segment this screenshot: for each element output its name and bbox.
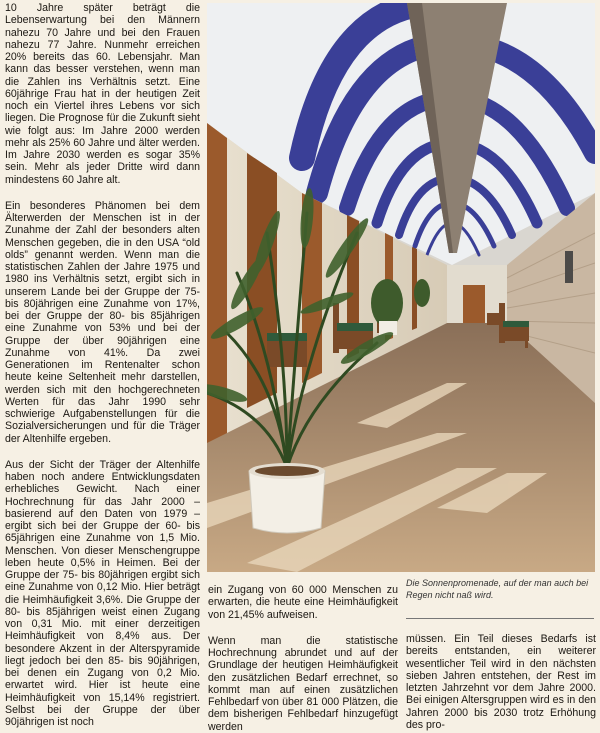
caption-divider bbox=[406, 618, 594, 619]
text-column-middle bbox=[208, 584, 398, 733]
paragraph-bedarf: müssen. Ein Teil dieses Bedarfs ist bereits entstanden, ein weiterer wesentlicher Teil wird in den nächsten sieben Jahren entstehen, der Rest im letzten Jahrzehnt vor dem Jahre 2000. Bei einigen Altersgruppen wird es in den Jahren 2000 bis 2030 trotz Erhöhung des pro- bbox=[406, 633, 596, 731]
paragraph-hochrechnung: Wenn man die statistische Hochrechnung abrundet und auf der Grundlage der heutigen Heimhäufigkeit den zusätzlichen Bedarf errechnet, so kommt man auf einen zusätzlichen Fehlbedarf von über 81 000 Plätzen, die dem bisherigen Fehlbedarf hinzugefügt werden bbox=[208, 634, 398, 733]
text-column-left bbox=[5, 2, 200, 728]
paragraph-life-expectancy: 10 Jahre später beträgt die Lebenserwartung bei den Männern nahezu 70 Jahre und bei den Frauen nahezu 77 Jahre. Nunmehr erreichen 20% bereits das 60. Lebensjahr. Man kann das besser verstehen, wenn man die Zahlen ins Verhältnis setzt. Eine 60jährige Frau hat in der heutigen Zeit noch ein Viertel ihres Lebens vor sich liegen. Die Prognose für die Zukunft sieht wie folgt aus: Im Jahre 2000 werden mehr als 25% 60 Jahre und älter werden. Im Jahre 2030 werden es sogar 35% sein. Mehr als jeder Dritte wird dann mindestens 60 Jahre alt. bbox=[5, 2, 200, 186]
paragraph-old-olds: Ein besonderes Phänomen bei dem Älterwerden der Menschen ist in der Zunahme der Zahl der besonders alten Menschen gegeben, die in den USA “old olds” genannt werden. Wenn man die statistischen Zahlen der Jahre 1975 und 1980 ins Verhältnis setzt, ergibt sich in unserem Lande bei der Gruppe der 75- bis 80jährigen eine Zunahme von 17%, bei der Gruppe der 80- bis 85jährigen eine Zunahme von 53% und bei der Gruppe der über 90jährigen eine Zunahme von 41%. Da zwei Generationen im Rentenalter schon heute keine Seltenheit mehr darstellen, werden sich mit den hochgerechneten Werten für das Jahr 1990 sehr schwierige Aufgabenstellungen für die Sozialversicherungen und für die Träger der Altenhilfe ergeben. bbox=[5, 199, 200, 445]
paragraph-projection-2000: Aus der Sicht der Träger der Altenhilfe haben noch andere Entwicklungsdaten erhebliches Gewicht. Nach einer Hochrechnung für das Jahr 2000 – basierend auf den Daten von 1979 – ergibt sich bei der Gruppe der 60- bis 65jährigen eine Zunahme von 1,5 Mio. Menschen. Von dieser Menschengruppe leben heute 0,5% in Heimen. Bei der Gruppe der 75- bis 80jährigen ergibt sich eine Zunahme von 0,12 Mio. Hier beträgt die Heimhäufigkeit 3,6%. Die Gruppe der 80- bis 85jährigen weist einen Zugang von 0,31 Mio. mit einer derzeitigen Heimhäufigkeit von 8,4% aus. Der besondere Akzent in der Alterspyramide liegt jedoch bei den 85- bis 90jährigen, bei denen ein Zugang von 0,2 Mio. erwartet wird. Hier ist heute eine Heimhäufigkeit von 15,14% registriert. Selbst bei der Gruppe der über 90jährigen ist noch bbox=[5, 458, 200, 728]
text-column-right bbox=[406, 633, 596, 731]
photo-caption: Die Sonnenpromenade, auf der man auch bei Regen nicht naß wird. bbox=[406, 578, 589, 600]
paragraph-zugang: ein Zugang von 60 000 Menschen zu erwarten, die heute eine Heimhäufigkeit von 21,45% aufweisen. bbox=[208, 584, 398, 621]
promenade-photo bbox=[207, 3, 595, 572]
